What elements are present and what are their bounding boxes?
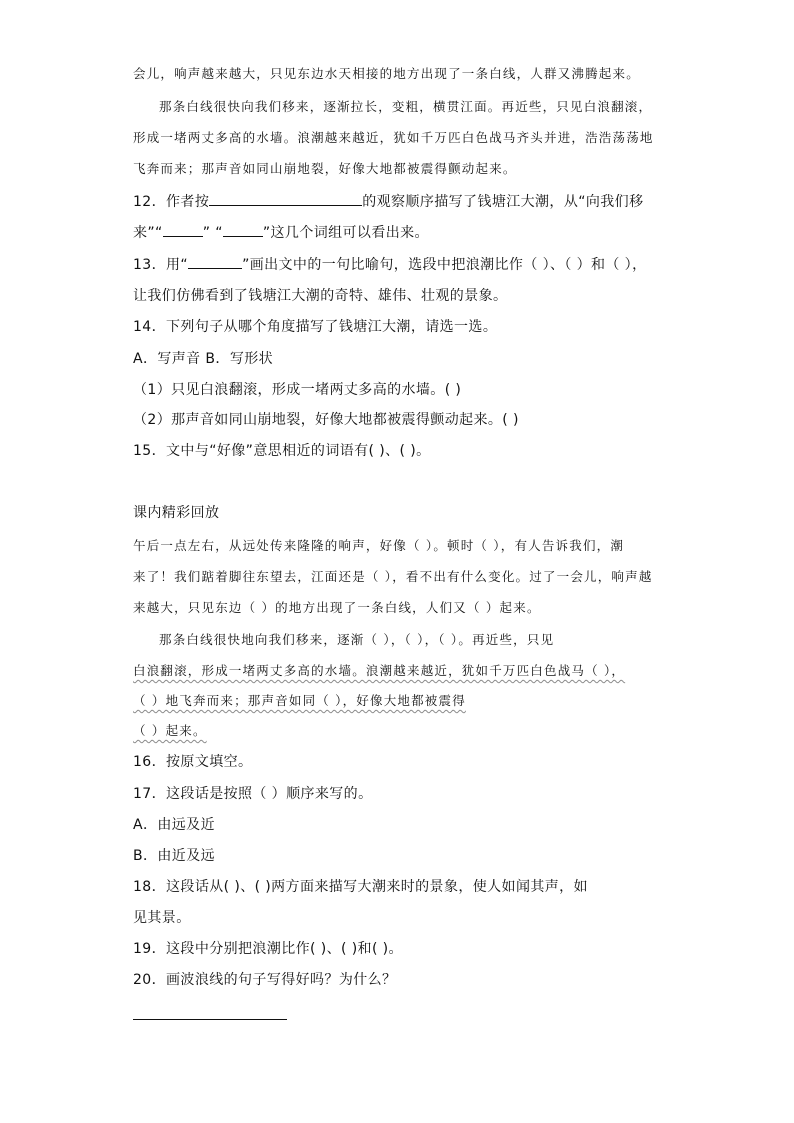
question-text: 13．用“ [133,257,189,273]
review-line-wavy: 白浪翻滚，形成一堵两丈多高的水墙。浪潮越来越近，犹如千万匹白色战马（ ）， [133,663,626,678]
question-18-cont: 见其景。 [133,910,191,926]
question-18: 18．这段话从( )、( )两方面来描写大潮来时的景象，使人如闻其声，如 [133,879,588,895]
section-title: 课内精彩回放 [133,505,220,521]
review-line: 来越大，只见东边（ ）的地方出现了一条白线，人们又（ ）起来。 [133,600,541,615]
blank-line[interactable] [223,224,263,237]
question-text: ” “ [202,225,223,241]
review-line-wavy: （ ）起来。 [133,723,207,738]
question-17-option-a: A．由远及近 [133,817,215,833]
question-17-option-b: B．由近及远 [133,848,216,864]
passage-line: 形成一堵两丈多高的水墙。浪潮越来越近，犹如千万匹白色战马齐头并进，浩浩荡荡地 [133,130,654,145]
question-19: 19．这段中分别把浪潮比作( )、( )和( )。 [133,941,403,957]
question-20: 20．画波浪线的句子写得好吗？为什么？ [133,972,397,988]
question-text: 的观察顺序描写了钱塘江大潮，从“向我们移 [362,194,644,210]
question-14-item-1: （1）只见白浪翻滚，形成一堵两丈多高的水墙。( ) [133,382,462,398]
question-text: 来”“ [133,225,163,241]
question-text: ”这几个词组可以看出来。 [262,225,429,241]
question-13 [133,255,646,275]
passage-line: 飞奔而来；那声音如同山崩地裂，好像大地都被震得颤动起来。 [133,161,517,176]
question-17: 17．这段话是按照（ ）顺序来写的。 [133,786,373,802]
passage-line: 会儿，响声越来越大，只见东边水天相接的地方出现了一条白线，人群又沸腾起来。 [133,66,640,81]
review-line: 那条白线很快地向我们移来，逐渐（ ），（ ），（ ）。再近些，只见 [159,632,555,647]
question-text: 12．作者按 [133,194,210,210]
blank-line[interactable] [188,256,242,269]
review-line: 来了！我们踮着脚往东望去，江面还是（ ），看不出有什么变化。过了一会儿，响声越 [133,569,653,584]
question-12-cont [133,223,429,243]
question-12 [133,192,643,212]
question-14: 14．下列句子从哪个角度描写了钱塘江大潮，请选一选。 [133,319,498,335]
blank-line[interactable] [163,224,203,237]
review-line: 午后一点左右，从远处传来隆隆的响声，好像（ ）。顿时（ ），有人告诉我们，潮 [133,538,625,553]
question-16: 16．按原文填空。 [133,754,253,770]
passage-line: 那条白线很快向我们移来，逐渐拉长，变粗，横贯江面。再近些，只见白浪翻滚， [159,99,653,114]
question-14-options: A．写声音 B．写形状 [133,351,274,367]
answer-line[interactable] [133,1019,287,1020]
question-text: ”画出文中的一句比喻句，选段中把浪潮比作（ ）、（ ）和（ ）， [242,257,647,273]
blank-line[interactable] [209,193,362,206]
question-14-item-2: （2）那声音如同山崩地裂，好像大地都被震得颤动起来。( ) [133,412,519,428]
review-line-wavy: （ ）地飞奔而来；那声音如同（ ），好像大地都被震得 [133,693,466,708]
question-15: 15．文中与“好像”意思相近的词语有( )、( )。 [133,443,431,459]
question-13-cont: 让我们仿佛看到了钱塘江大潮的奇特、雄伟、壮观的景象。 [133,288,508,304]
